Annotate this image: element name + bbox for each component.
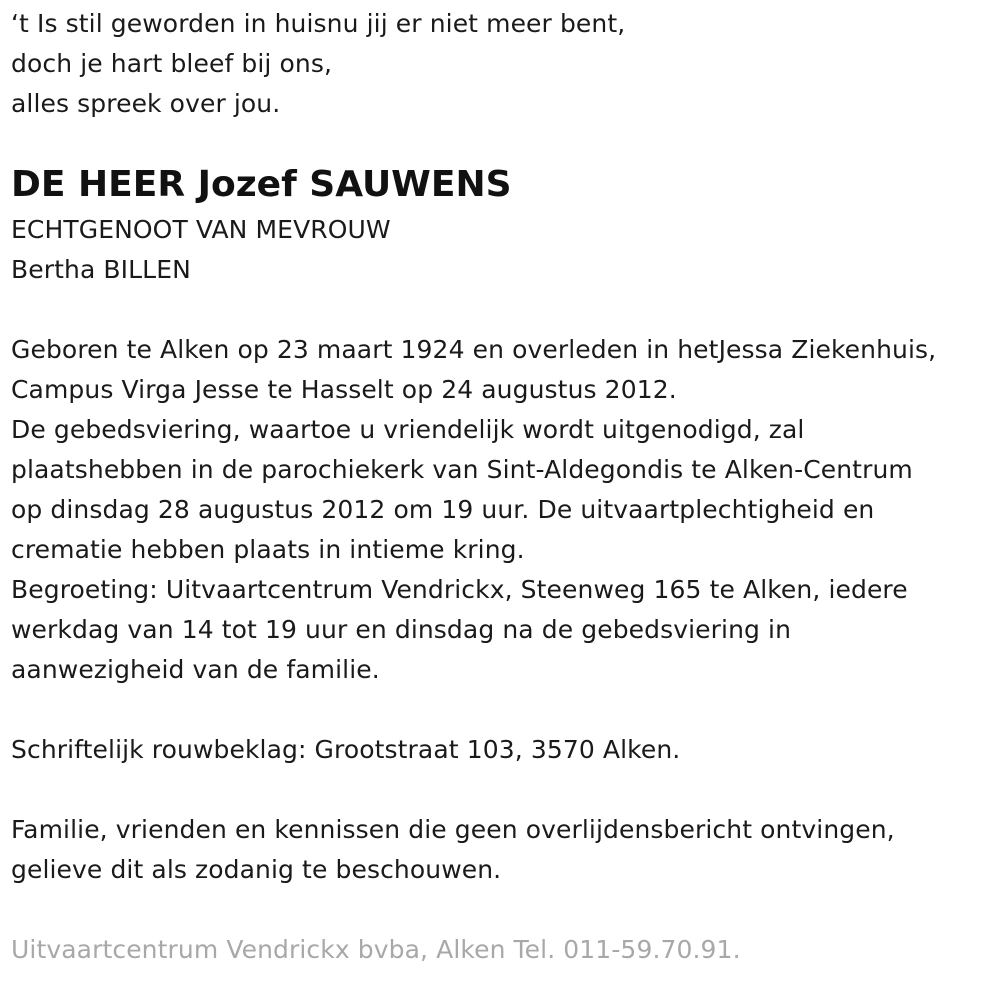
poem-line: ‘t Is stil geworden in huisnu jij er niet meer bent,	[11, 9, 626, 38]
spacer	[11, 124, 991, 164]
spacer	[11, 690, 991, 730]
details-line: Geboren te Alken op 23 maart 1924 en overleden in hetJessa Ziekenhuis,	[11, 335, 937, 364]
poem-line: alles spreek over jou.	[11, 89, 281, 118]
obituary-notice	[11, 4, 991, 970]
spacer	[11, 770, 991, 810]
poem	[11, 4, 991, 124]
details-line: Campus Virga Jesse te Hasselt op 24 augustus 2012.	[11, 375, 677, 404]
spacer	[11, 890, 991, 930]
deceased-block	[11, 162, 991, 290]
spacer	[11, 290, 991, 330]
details-line: op dinsdag 28 augustus 2012 om 19 uur. De uitvaartplechtigheid en	[11, 495, 875, 524]
condolences-address: Schriftelijk rouwbeklag: Grootstraat 103, 3570 Alken.	[11, 735, 681, 764]
notice-line: gelieve dit als zodanig te beschouwen.	[11, 855, 502, 884]
details-line: aanwezigheid van de familie.	[11, 655, 380, 684]
spouse-name: Bertha BILLEN	[11, 255, 191, 284]
details-line: crematie hebben plaats in intieme kring.	[11, 535, 525, 564]
details-paragraph	[11, 330, 991, 690]
notice-paragraph	[11, 810, 991, 890]
deceased-name: DE HEER Jozef SAUWENS	[11, 164, 512, 205]
details-line: werkdag van 14 tot 19 uur en dinsdag na de gebedsviering in	[11, 615, 792, 644]
notice-line: Familie, vrienden en kennissen die geen overlijdensbericht ontvingen,	[11, 815, 895, 844]
funeral-home-footer: Uitvaartcentrum Vendrickx bvba, Alken Tel. 011-59.70.91.	[11, 935, 741, 964]
details-line: Begroeting: Uitvaartcentrum Vendrickx, Steenweg 165 te Alken, iedere	[11, 575, 908, 604]
details-line: De gebedsviering, waartoe u vriendelijk wordt uitgenodigd, zal	[11, 415, 805, 444]
poem-line: doch je hart bleef bij ons,	[11, 49, 333, 78]
details-line: plaatshebben in de parochiekerk van Sint-Aldegondis te Alken-Centrum	[11, 455, 913, 484]
relation-line: ECHTGENOOT VAN MEVROUW	[11, 215, 391, 244]
